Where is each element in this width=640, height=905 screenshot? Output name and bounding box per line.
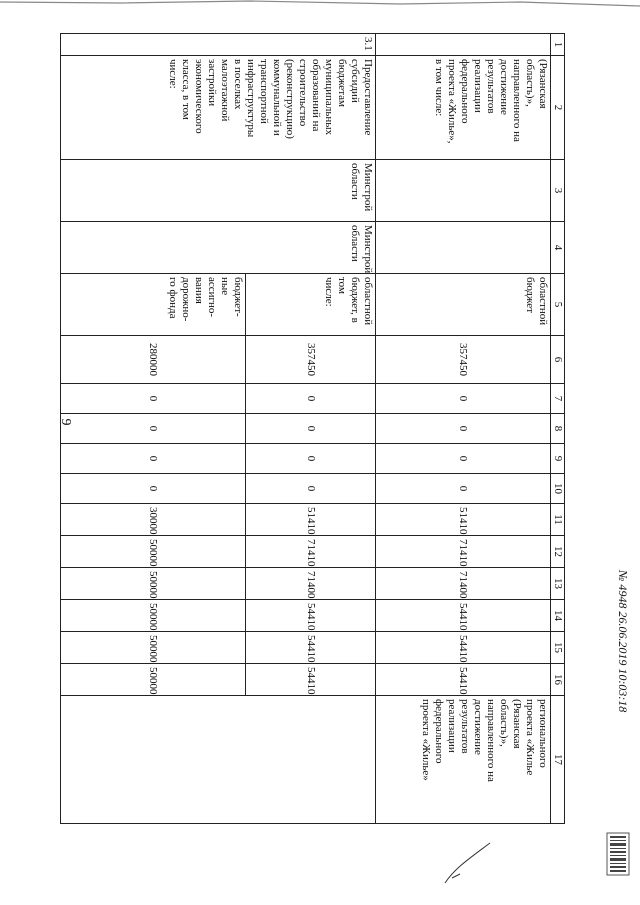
value-cell: 50000	[61, 632, 246, 664]
value-cell: 0	[246, 444, 376, 474]
value-cell: 54410	[246, 664, 376, 696]
row-number: 3.1	[61, 34, 376, 56]
value-cell: 357450	[246, 336, 376, 384]
value-cell: 54410	[376, 632, 551, 664]
funding-source: бюджет- ные ассигно- вания дорожно- го фонда	[61, 274, 246, 336]
header-cell: 12	[551, 536, 565, 568]
header-cell: 15	[551, 632, 565, 664]
budget-table	[60, 33, 565, 824]
participant: Минстрой области	[61, 222, 376, 274]
value-cell: 50000	[61, 568, 246, 600]
value-cell: 50000	[61, 600, 246, 632]
table-row	[376, 34, 551, 824]
value-cell: 51410	[246, 504, 376, 536]
value-cell: 54410	[246, 600, 376, 632]
scan-edge-artifact	[0, 0, 640, 12]
header-cell: 2	[551, 56, 565, 160]
value-cell: 54410	[376, 600, 551, 632]
value-cell: 71400	[246, 568, 376, 600]
event-name: (Рязанская область)», направленного на достижение результатов реализации федерального проекта «Жилье», в том числе:	[376, 56, 551, 160]
funding-source: областной бюджет	[376, 274, 551, 336]
value-cell: 30000	[61, 504, 246, 536]
value-cell: 54410	[376, 664, 551, 696]
stamp-text: № 4948 26.06.2019 10:03:18	[616, 570, 630, 713]
value-cell: 71410	[376, 536, 551, 568]
value-cell: 54410	[246, 632, 376, 664]
signature-mark	[440, 838, 500, 888]
result-indicator: регионального проекта «Жилье (Рязанская область)», направленного на достижение результатов реализации федерального проекта «Жилье»	[376, 696, 551, 824]
value-cell: 51410	[376, 504, 551, 536]
value-cell: 0	[246, 414, 376, 444]
value-cell: 0	[246, 384, 376, 414]
registration-stamp	[598, 570, 634, 840]
header-cell: 4	[551, 222, 565, 274]
header-cell: 14	[551, 600, 565, 632]
header-cell: 8	[551, 414, 565, 444]
value-cell: 0	[61, 384, 246, 414]
value-cell: 71410	[246, 536, 376, 568]
responsible	[376, 160, 551, 222]
value-cell: 0	[246, 474, 376, 504]
event-name: Предоставление субсидий бюджетам муниципальных образований на строительство (реконструкцию) коммунальной и транспортной инфраструктуры в поселках малоэтажной застройки экономического класса, в том числе:	[61, 56, 376, 160]
header-cell: 7	[551, 384, 565, 414]
header-cell: 9	[551, 444, 565, 474]
result-indicator	[61, 696, 376, 824]
value-cell: 71400	[376, 568, 551, 600]
header-cell: 5	[551, 274, 565, 336]
value-cell: 280000	[61, 336, 246, 384]
header-cell: 1	[551, 34, 565, 56]
header-cell: 13	[551, 568, 565, 600]
value-cell: 0	[61, 414, 246, 444]
barcode-icon	[606, 832, 630, 876]
header-cell: 3	[551, 160, 565, 222]
header-cell: 10	[551, 474, 565, 504]
rotated-table-container	[60, 33, 565, 793]
value-cell: 0	[376, 474, 551, 504]
value-cell: 0	[376, 444, 551, 474]
value-cell: 50000	[61, 536, 246, 568]
value-cell: 357450	[376, 336, 551, 384]
page-number: 9	[58, 418, 73, 426]
header-cell: 16	[551, 664, 565, 696]
value-cell: 50000	[61, 664, 246, 696]
participant	[376, 222, 551, 274]
value-cell: 0	[61, 444, 246, 474]
header-cell: 6	[551, 336, 565, 384]
value-cell: 0	[61, 474, 246, 504]
responsible: Минстрой области	[61, 160, 376, 222]
value-cell: 0	[376, 414, 551, 444]
value-cell: 0	[376, 384, 551, 414]
header-row	[551, 34, 565, 824]
header-cell: 11	[551, 504, 565, 536]
table-row	[246, 34, 376, 824]
header-cell: 17	[551, 696, 565, 824]
row-number	[376, 34, 551, 56]
funding-source: областной бюджет, в том числе:	[246, 274, 376, 336]
